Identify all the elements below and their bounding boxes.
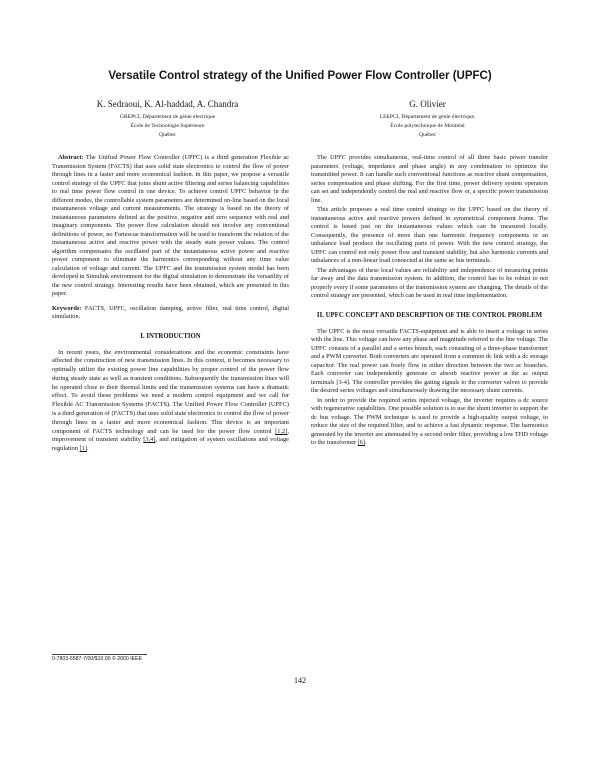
introduction-paragraph [52, 349, 289, 455]
author-names-right: G. Olivier [409, 99, 446, 109]
footnote-rule [52, 654, 147, 655]
section2-paragraph-1: The UPFC is the most versatile FACTS-equipment and is able to insert a voltage in series with the line. This voltage can have any phase and magnitude referred to the line voltage. The UPFC consists of a parallel and a series branch, each consisting of a three-phase transformer and a PWM converter. Both converters are operated from a common dc link with a dc storage capacitor. The real power can freely flow in either direction between the two ac branches. Each converter can independently generate or absorb reactive power at the ac output terminals [3-4]. The controller provides the gating signals to the converter valves to provide the desired series voltages and simultaneously drawing the necessary shunt currents. [311, 327, 548, 394]
citation-link[interactable]: [1,2] [275, 427, 288, 435]
author-block-left [60, 98, 275, 140]
keywords [52, 305, 289, 322]
right-column [311, 154, 548, 448]
affiliation-lab-right: LEEPCI, Département de génie électrique, [379, 114, 476, 120]
affiliation-city-left: Québec [158, 132, 177, 138]
abstract-text: The Unified Power Flow Controller (UPFC) is a third generation Flexible ac Transmission System (FACTS) that uses solid state electronics to control the flow of power through lines in a faster and more economical fashion. In this paper, we propose a versatile control strategy of the UPFC that joins shunt active filtering and series balancing capabilities to real time power flow control in one device. To achieve control UPFC behavior in the different modes, the controllable system parameters are determined on-line based on the local instantaneous voltage and current measurements. The strategy is based on the theory of instantaneous parameters defined as the positive, negative and zero sequence with real and imaginary components. The power flow calculation should not involve any conventional definitions of power, no Fortescue transformation will be used to transform the relation of the instantaneous active and reactive power with the steady state power values. The control algorithm compensates the oscillated part of the instantaneous active power and reactive power component to eliminate the harmonics corresponding without any time value calculation of voltage and current. The UPFC and the transmission system model has been developed in Simulink environment for the digital simulation to demonstrate the versatility of the new control strategy. Interesting results have been obtained, which are presented in this paper. [52, 154, 289, 297]
author-block-right [320, 98, 535, 140]
abstract-label: Abstract: [58, 154, 84, 161]
right-paragraph-3: The advantages of these local values are reliability and independence of measuring points far away and the data transmission system. In addition, the control has to be robust to not properly every if some parameters of the transmission system are changing. The details of the control strategy are presented, which can be used in real time implementation. [311, 266, 548, 299]
section-heading-upfc-concept: II. UPFC CONCEPT AND DESCRIPTION OF THE CONTROL PROBLEM [316, 311, 543, 319]
page-number: 142 [294, 676, 306, 685]
left-column [52, 154, 289, 454]
abstract [52, 154, 289, 299]
section2-text-b: . [365, 439, 367, 446]
keywords-text: FACTS, UPFC, oscillation damping, active filter, real time control, digital simulation. [52, 304, 290, 320]
right-paragraph-2: This article proposes a real time control strategy to the UPFC based on the theory of instantaneous active and reactive powers defined in symmetrical component frame. The control is based just on the instantaneous values which can be measured locally. Consequently, the presence of more than one harmonic frequency components or an unbalance load produce the oscillating parts of power. With the new control strategy, the UPFC can control not only power flow and transient stability, but also harmonic currents and unbalances of a non-linear load connected at the same ac bus terminals. [311, 206, 548, 264]
affiliation-lab-left: GREPCI, Département de génie électrique [119, 114, 216, 120]
intro-text-b: , improvement of transient stability [52, 427, 289, 444]
section2-text-a: In order to provide the required series injected voltage, the inverter requires a dc source with regenerative capabilities. One possible solution is to use the shunt inverter to support the dc bus voltage. The PWM technique is used to provide a high-quality output voltage, to reduce the size of the required filter, and to achieve a fast dynamic response. The harmonics generated by the inverter are attenuated by a second order filter, providing a low THD voltage to the transformer [311, 396, 548, 446]
intro-text-a: In recent years, the environmental considerations and the economic constraints have affected the construction of new transmission lines. In this context, it becomes necessary to optimally utilize the existing power line capabilities by proper control of the power flow during steady state as well as transient conditions. Subsequently the transmission lines will be operated close to their thermal limits and the transmission systems can have a dramatic effect. To avoid these problems we need a modern control equipment and we call for Flexible AC Transmission Systems (FACTS). The Unified Power Flow Controller (UPFC) is a third generation of (FACTS) that uses solid state electronics to control the flow of power through lines in a faster and more economical fashion. This device is an important component of FACTS technology and can be used for the power flow control [52, 348, 289, 435]
intro-text-d: . [86, 445, 89, 453]
affiliation-school-right: École polytechnique de Montréal [390, 123, 465, 129]
author-names-left: K. Sedraoui, K. Al-haddad, A. Chandra [96, 99, 239, 109]
keywords-label: Keywords: [52, 304, 82, 312]
paper-title: Versatile Control strategy of the Unified Power Flow Controller (UPFC) [108, 70, 492, 82]
citation-link[interactable]: [1] [79, 445, 87, 453]
affiliation-school-left: École de Technologie Supérieure [130, 123, 205, 129]
copyright-notice: 0-7803-6587-7/00/$10.00 © 2000 IEEE [52, 656, 143, 662]
section-heading-introduction: I. INTRODUCTION [140, 332, 201, 340]
right-paragraph-1: The UPFC provides simultaneous, real-time control of all three basic power transfer parameters (voltage, impedance and phase angle) in any combination to optimize the transmitted power. It can handle such conventional functions as reactive shunt compensation, series compensation and phase shifting. For the first time, power delivery system operators can set and independently control the real and reactive flow or, a specific power transmission line. [311, 154, 548, 204]
intro-text-c: , and mitigation of system oscillations and voltage regulation [52, 436, 289, 453]
section2-paragraph-2 [311, 397, 548, 448]
citation-link[interactable]: [3,4] [143, 436, 156, 444]
citation-link[interactable]: [6] [357, 439, 366, 446]
affiliation-city-right: Québec [418, 132, 437, 138]
